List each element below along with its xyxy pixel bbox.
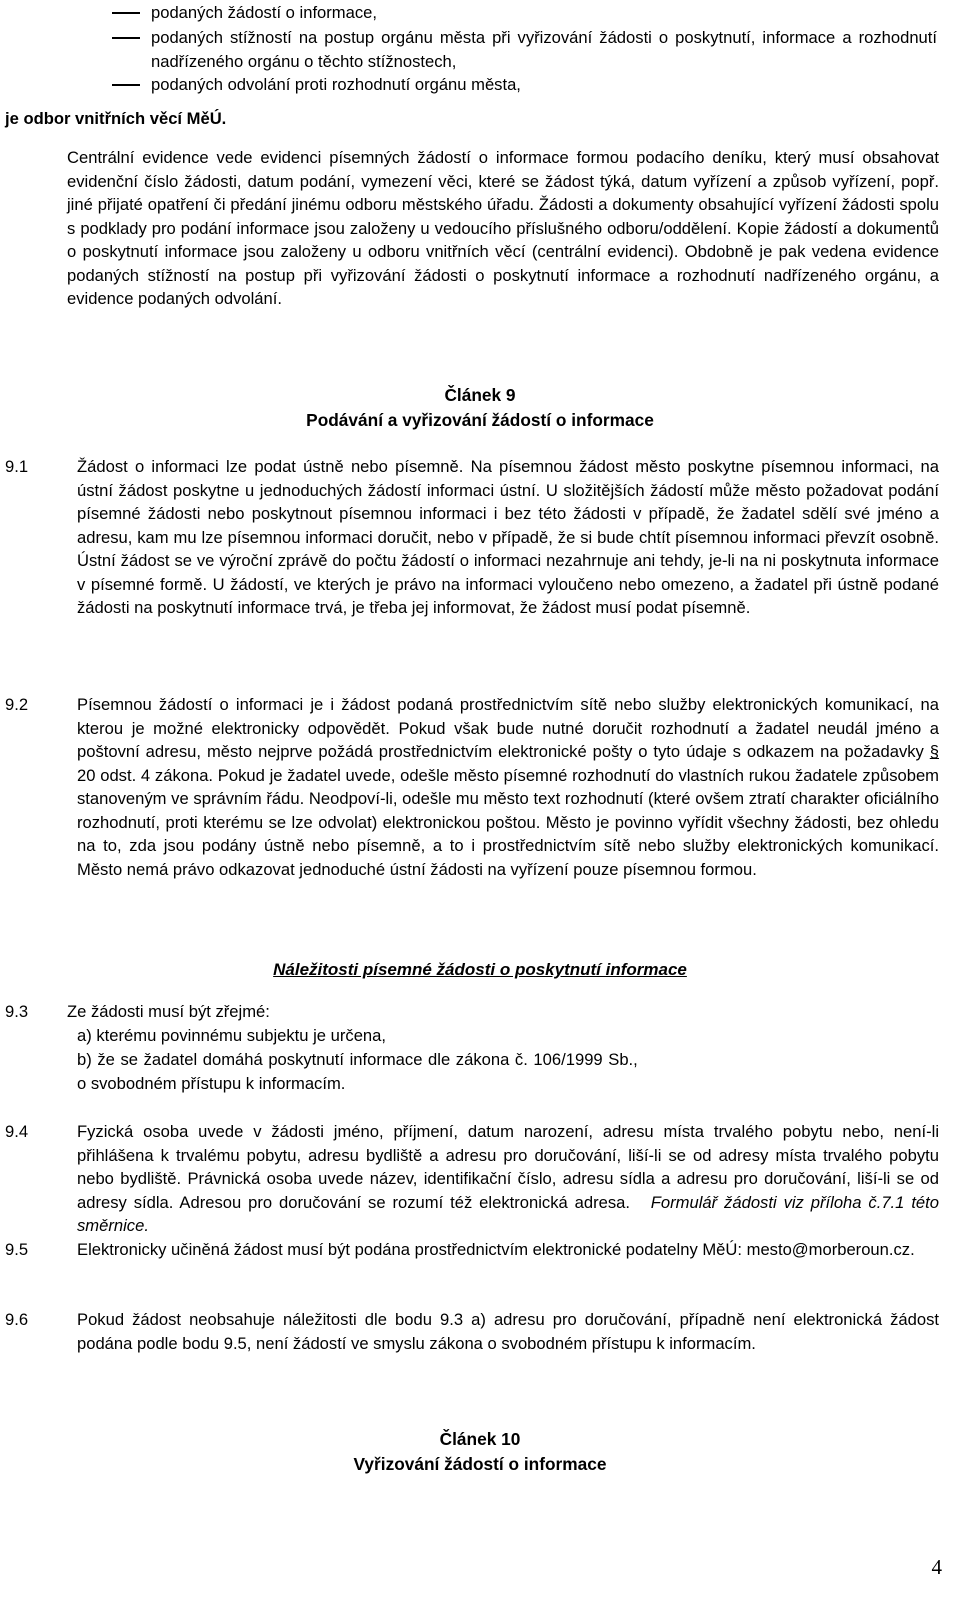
section-9-4-text: [77, 1120, 939, 1238]
list-item: podaných odvolání proti rozhodnutí orgánu města,: [151, 75, 521, 94]
section-9-3-item-a: a) kterému povinnému subjektu je určena,: [77, 1026, 386, 1045]
section-number: 9.4: [5, 1122, 29, 1141]
section-number: 9.2: [5, 695, 29, 714]
list-item: podaných stížností na postup orgánu města při vyřizování žádosti o poskytnutí, informace a rozhodnutí nadřízeného orgánu o těchto stížnostech,: [151, 28, 937, 71]
article-9-title: Podávání a vyřizování žádostí o informace: [306, 410, 654, 430]
section-9-3-item-b: b) že se žadatel domáhá poskytnutí informace dle zákona č. 106/1999 Sb.,: [77, 1050, 638, 1069]
list-item: podaných žádostí o informace,: [151, 3, 377, 22]
list-dash: [112, 37, 140, 39]
section-9-4-form-note: Formulář žádosti viz příloha č.7.1 této směrnice.: [77, 1192, 939, 1235]
list-closing: je odbor vnitřních věcí MěÚ.: [5, 109, 227, 128]
section-9-2-text-after: 20 odst. 4 zákona. Pokud je žadatel uvede, odešle město písemné rozhodnutí do vlastních rukou žadatele způsobem stanoveným ve správním řádu. Neodpoví-li, odešle mu město text rozhodnutí (které ovšem ztratí charakter oficiálního rozhodnutí, proti kterému se lze odvolat) elektronickou poštou. Město je povinno vyřídit všechny žádosti, bez ohledu na to, zda jsou podány ústně nebo písemně, a to i prostřednictvím sítě nebo služby elektronických komunikací. Město nemá právo odkazovat jednoduché ústní žádosti na vyřízení pouze písemnou formou.: [77, 765, 939, 879]
article-10-heading: Článek 10: [439, 1429, 521, 1449]
section-9-1-text: Žádost o informaci lze podat ústně nebo písemně. Na písemnou žádost město poskytne písemnou informaci, na ústní žádost poskytne u jednoduchých žádostí informaci ústní. U složitějších žádostí může město požadovat podání písemné žádosti nebo poskytnout písemnou informaci i bez této žádosti v případě, že žadatel sdělí své jméno a adresu, kam mu lze písemnou informaci doručit, nebo v případě, že si bude chtít písemnou informaci převzít osobně. Ústní žádost se ve výroční zprávě do počtu žádostí o informaci nezahrnuje ani tehdy, je-li na ni poskytnuta informace v písemné formě. U žádostí, ve kterých je právo na informaci vyloučeno nebo omezeno, a žadatel při ústně podané žádosti na poskytnutí informace trvá, je třeba jej informovat, že žádost musí podat písemně.: [77, 457, 939, 617]
section-9-2-text-before: Písemnou žádostí o informaci je i žádost podaná prostřednictvím sítě nebo služby elektronických komunikací, na kterou je možné elektronicky odpovědět. Pokud však bude nutné doručit rozhodnutí a žadatel neudál jméno a poštovní adresu, město nejprve požádá prostřednictvím elektronické pošty o tyto údaje s odkazem na požadavky: [77, 695, 939, 761]
section-9-3-item-b-cont: o svobodném přístupu k informacím.: [77, 1074, 346, 1093]
section-number: 9.6: [5, 1310, 29, 1329]
section-9-6-text: Pokud žádost neobsahuje náležitosti dle bodu 9.3 a) adresu pro doručování, případně není elektronická žádost podána podle bodu 9.5, není žádostí ve smyslu zákona o svobodném přístupu k informacím.: [77, 1310, 939, 1353]
central-evidence-paragraph: Centrální evidence vede evidenci písemných žádostí o informace formou podacího deníku, který musí obsahovat evidenční číslo žádosti, datum podání, vymezení věci, které se žádost týká, datum vyřízení a způsob vyřízení, popř. jiné přijaté opatření či předání jinému odboru městského úřadu. Žádosti a dokumenty obsahující vyřízení žádosti spolu s podklady pro podání informace jsou založeny u vedoucího příslušného odboru/oddělení. Kopie žádostí a dokumentů o poskytnutí informace jsou založeny u odboru vnitřních věcí (centrální evidenci). Obdobně je pak vedena evidence podaných stížností na postup při vyřizování žádosti o poskytnutí informace a rozhodnutí nadřízeného orgánu, a evidence podaných odvolání.: [67, 148, 939, 308]
section-9-2-text: [77, 693, 939, 881]
list-dash: [112, 12, 140, 14]
section-9-5-text: Elektronicky učiněná žádost musí být podána prostřednictvím elektronické podatelny MěÚ: mesto@morberoun.cz.: [77, 1240, 915, 1259]
section-number: 9.5: [5, 1240, 29, 1259]
section-number: 9.3: [5, 1002, 29, 1021]
section-9-3-lead: Ze žádosti musí být zřejmé:: [67, 1002, 270, 1021]
article-9-heading: Článek 9: [444, 385, 516, 405]
section-number: 9.1: [5, 457, 29, 476]
list-dash: [112, 84, 140, 86]
section-9-4-body: Fyzická osoba uvede v žádosti jméno, příjmení, datum narození, adresu místa trvalého pobytu nebo, není-li přihlášena k trvalému pobytu, adresu bydliště a adresu pro doručování, liší-li se od adresy místa trvalého pobytu nebo bydliště. Právnická osoba uvede název, identifikační číslo, adresu sídla a adresu pro doručování, liší-li se od adresy sídla. Adresou pro doručování se rozumí též elektronická adresa.: [77, 1122, 939, 1212]
law-paragraph-symbol: §: [929, 742, 939, 761]
subheading-requirements: Náležitosti písemné žádosti o poskytnutí informace: [273, 960, 687, 979]
page-number: 4: [931, 1555, 942, 1579]
article-10-title: Vyřizování žádostí o informace: [353, 1454, 607, 1474]
